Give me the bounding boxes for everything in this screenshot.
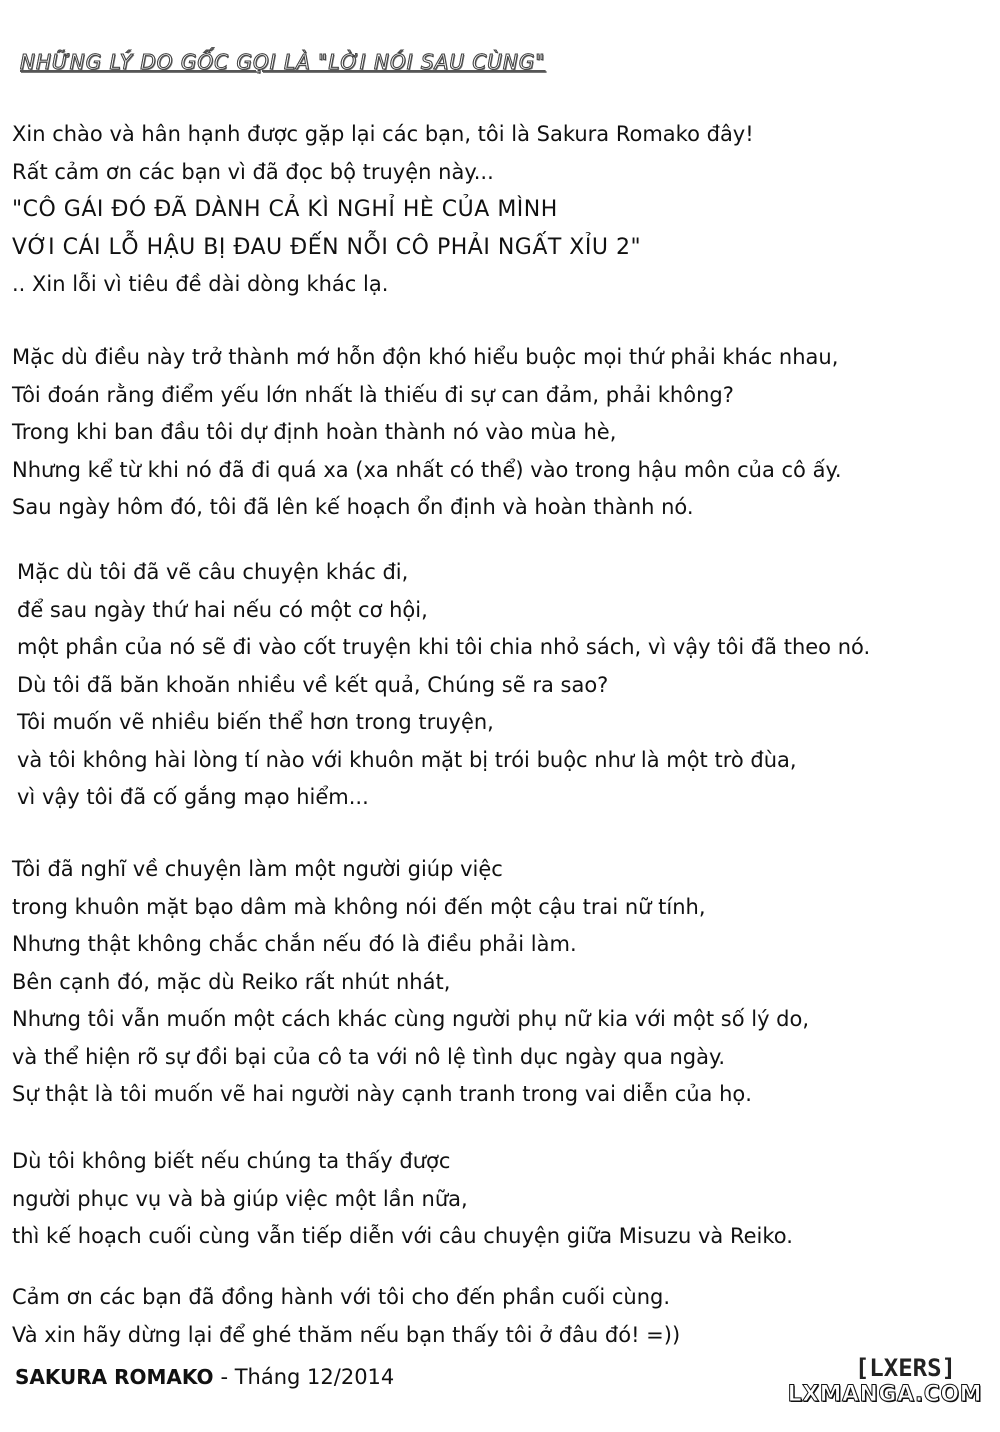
text-line: .. Xin lỗi vì tiêu đề dài dòng khác lạ.	[12, 272, 389, 296]
text-line: trong khuôn mặt bạo dâm mà không nói đến một cậu trai nữ tính,	[12, 894, 706, 919]
paragraph-thanks	[12, 1279, 680, 1354]
text-line: Nhưng thật không chắc chắn nếu đó là điều phải làm.	[12, 932, 577, 956]
text-line: Sự thật là tôi muốn vẽ hai người này cạnh tranh trong vai diễn của họ.	[12, 1082, 752, 1106]
paragraph-final-plan	[12, 1143, 793, 1256]
text-line: Nhưng kể từ khi nó đã đi quá xa (xa nhất có thể) vào trong hậu môn của cô ấy.	[12, 457, 842, 482]
text-line: vì vậy tôi đã cố gắng mạo hiểm...	[17, 785, 369, 809]
text-line: Dù tôi đã băn khoăn nhiều về kết quả, Chúng sẽ ra sao?	[17, 672, 609, 697]
text-line: Trong khi ban đầu tôi dự định hoàn thành nó vào mùa hè,	[12, 420, 617, 444]
text-line: một phần của nó sẽ đi vào cốt truyện khi tôi chia nhỏ sách, vì vậy tôi đã theo nó.	[17, 635, 871, 659]
paragraph-reflection	[12, 339, 842, 527]
text-line: để sau ngày thứ hai nếu có một cơ hội,	[17, 597, 428, 622]
paragraph-greeting	[12, 116, 754, 304]
text-line: Nhưng tôi vẫn muốn một cách khác cùng người phụ nữ kia với một số lý do,	[12, 1007, 810, 1031]
page-title: NHỮNG LÝ DO GỐC GỌI LÀ "LỜI NÓI SAU CÙNG"	[20, 50, 546, 74]
text-line: Bên cạnh đó, mặc dù Reiko rất nhút nhát,	[12, 969, 451, 994]
text-line: Và xin hãy dừng lại để ghé thăm nếu bạn thấy tôi ở đâu đó! =))	[12, 1322, 681, 1347]
watermark-site-url: LXMANGA.COM	[787, 1382, 982, 1407]
text-line: và thể hiện rõ sự đồi bại của cô ta với nô lệ tình dục ngày qua ngày.	[12, 1044, 726, 1069]
watermark-group-name: [LXERS]	[854, 1354, 956, 1382]
author-name: SAKURA ROMAKO	[15, 1365, 214, 1389]
text-line: Mặc dù điều này trở thành mớ hỗn độn khó hiểu buộc mọi thứ phải khác nhau,	[12, 345, 839, 369]
signature-date: - Tháng 12/2014	[220, 1365, 395, 1389]
author-signature	[15, 1365, 394, 1389]
text-line: Tôi đã nghĩ về chuyện làm một người giúp việc	[12, 857, 503, 881]
text-line-title-quote: VỚI CÁI LỖ HẬU BỊ ĐAU ĐẾN NỖI CÔ PHẢI NGẤT XỈU 2"	[12, 234, 642, 260]
text-line: Tôi đoán rằng điểm yếu lớn nhất là thiếu đi sự can đảm, phải không?	[12, 382, 734, 407]
text-line: Rất cảm ơn các bạn vì đã đọc bộ truyện này...	[12, 159, 494, 184]
text-line: Tôi muốn vẽ nhiều biến thể hơn trong truyện,	[17, 710, 494, 734]
text-line: Mặc dù tôi đã vẽ câu chuyện khác đi,	[17, 560, 409, 584]
paragraph-characters	[12, 851, 809, 1114]
text-line-title-quote: "CÔ GÁI ĐÓ ĐÃ DÀNH CẢ KÌ NGHỈ HÈ CỦA MÌNH	[12, 197, 558, 222]
text-line: người phục vụ và bà giúp việc một lần nữa,	[12, 1186, 468, 1211]
text-line: và tôi không hài lòng tí nào với khuôn mặt bị trói buộc như là một trò đùa,	[17, 747, 797, 772]
paragraph-story-changes	[17, 554, 870, 817]
text-line: Cảm ơn các bạn đã đồng hành với tôi cho đến phần cuối cùng.	[12, 1285, 671, 1309]
text-line: Sau ngày hôm đó, tôi đã lên kế hoạch ổn định và hoàn thành nó.	[12, 495, 694, 519]
text-line: Xin chào và hân hạnh được gặp lại các bạn, tôi là Sakura Romako đây!	[12, 122, 754, 146]
text-line: thì kế hoạch cuối cùng vẫn tiếp diễn với câu chuyện giữa Misuzu và Reiko.	[12, 1224, 793, 1248]
site-watermark	[788, 1356, 982, 1406]
text-line: Dù tôi không biết nếu chúng ta thấy được	[12, 1149, 451, 1173]
